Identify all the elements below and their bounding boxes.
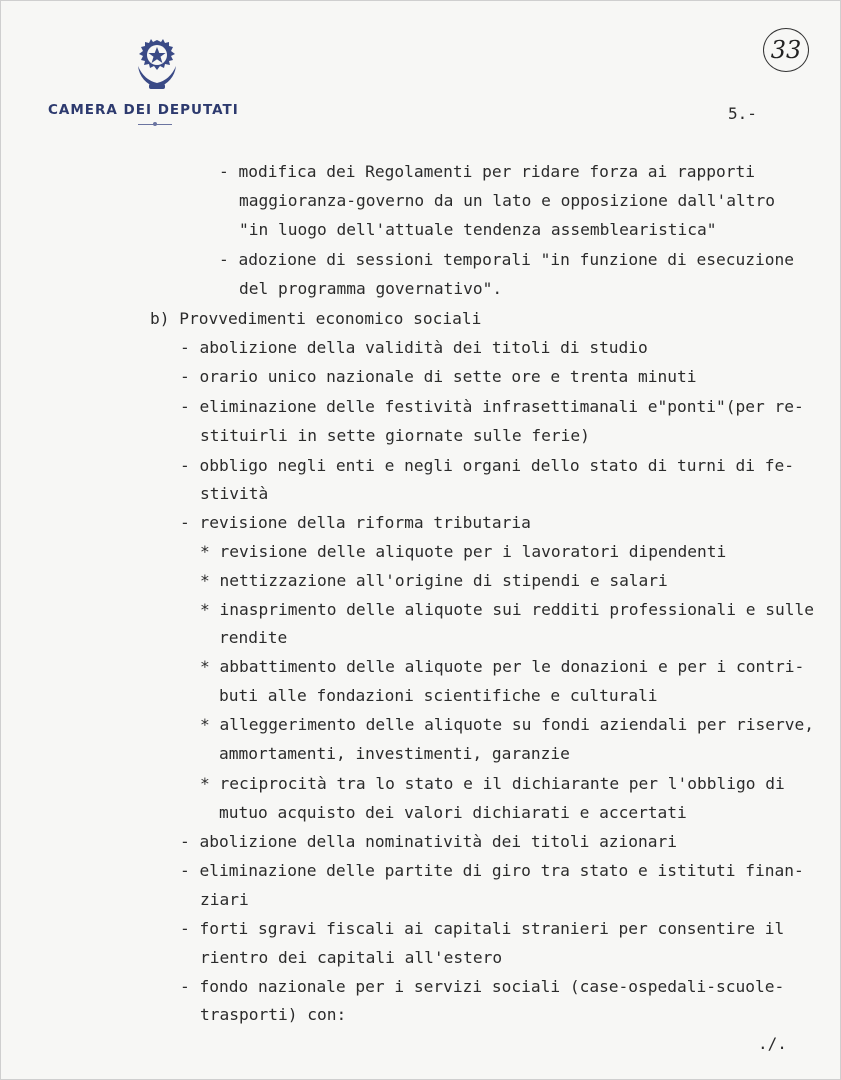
text-line: * nettizzazione all'origine di stipendi e salari: [200, 571, 668, 590]
text-line: - adozione di sessioni temporali "in funzione di esecuzione: [219, 250, 794, 269]
continuation-mark: ./.: [758, 1034, 787, 1053]
text-line: * abbattimento delle aliquote per le donazioni e per i contri-: [200, 657, 805, 676]
text-line: - revisione della riforma tributaria: [180, 513, 531, 532]
text-line: maggioranza-governo da un lato e opposizione dall'altro: [239, 191, 776, 210]
text-line: rientro dei capitali all'estero: [200, 948, 503, 967]
text-line: - abolizione della nominatività dei titoli azionari: [180, 832, 678, 851]
text-line: - orario unico nazionale di sette ore e trenta minuti: [180, 367, 697, 386]
text-line: - forti sgravi fiscali ai capitali stranieri per consentire il: [180, 919, 785, 938]
page-number: 5.-: [728, 104, 757, 123]
italian-republic-emblem-icon: [130, 36, 184, 92]
text-line: trasporti) con:: [200, 1005, 347, 1024]
text-line: mutuo acquisto dei valori dichiarati e accertati: [219, 803, 687, 822]
text-line: buti alle fondazioni scientifiche e culturali: [219, 686, 658, 705]
text-line: "in luogo dell'attuale tendenza assemblearistica": [239, 220, 717, 239]
text-line: - fondo nazionale per i servizi sociali (case-ospedali-scuole-: [180, 977, 785, 996]
text-line: * inasprimento delle aliquote sui redditi professionali e sulle: [200, 600, 814, 619]
text-line: * alleggerimento delle aliquote su fondi aziendali per riserve,: [200, 715, 814, 734]
text-line: stività: [200, 484, 269, 503]
institution-underline-dot: [153, 122, 157, 126]
folio-number-circled: 33: [763, 28, 809, 72]
text-line: - modifica dei Regolamenti per ridare forza ai rapporti: [219, 162, 756, 181]
institution-name: CAMERA DEI DEPUTATI: [48, 102, 239, 118]
section-heading: b) Provvedimenti economico sociali: [150, 309, 482, 328]
text-line: * revisione delle aliquote per i lavoratori dipendenti: [200, 542, 727, 561]
text-line: rendite: [219, 628, 288, 647]
text-line: - eliminazione delle partite di giro tra stato e istituti finan-: [180, 861, 804, 880]
text-line: ziari: [200, 890, 249, 909]
text-line: - abolizione della validità dei titoli di studio: [180, 338, 648, 357]
text-line: del programma governativo".: [239, 279, 503, 298]
text-line: * reciprocità tra lo stato e il dichiarante per l'obbligo di: [200, 774, 785, 793]
text-line: - eliminazione delle festività infrasettimanali e"ponti"(per re-: [180, 397, 804, 416]
text-line: ammortamenti, investimenti, garanzie: [219, 744, 570, 763]
text-line: stituirli in sette giornate sulle ferie): [200, 426, 590, 445]
text-line: - obbligo negli enti e negli organi dello stato di turni di fe-: [180, 456, 794, 475]
